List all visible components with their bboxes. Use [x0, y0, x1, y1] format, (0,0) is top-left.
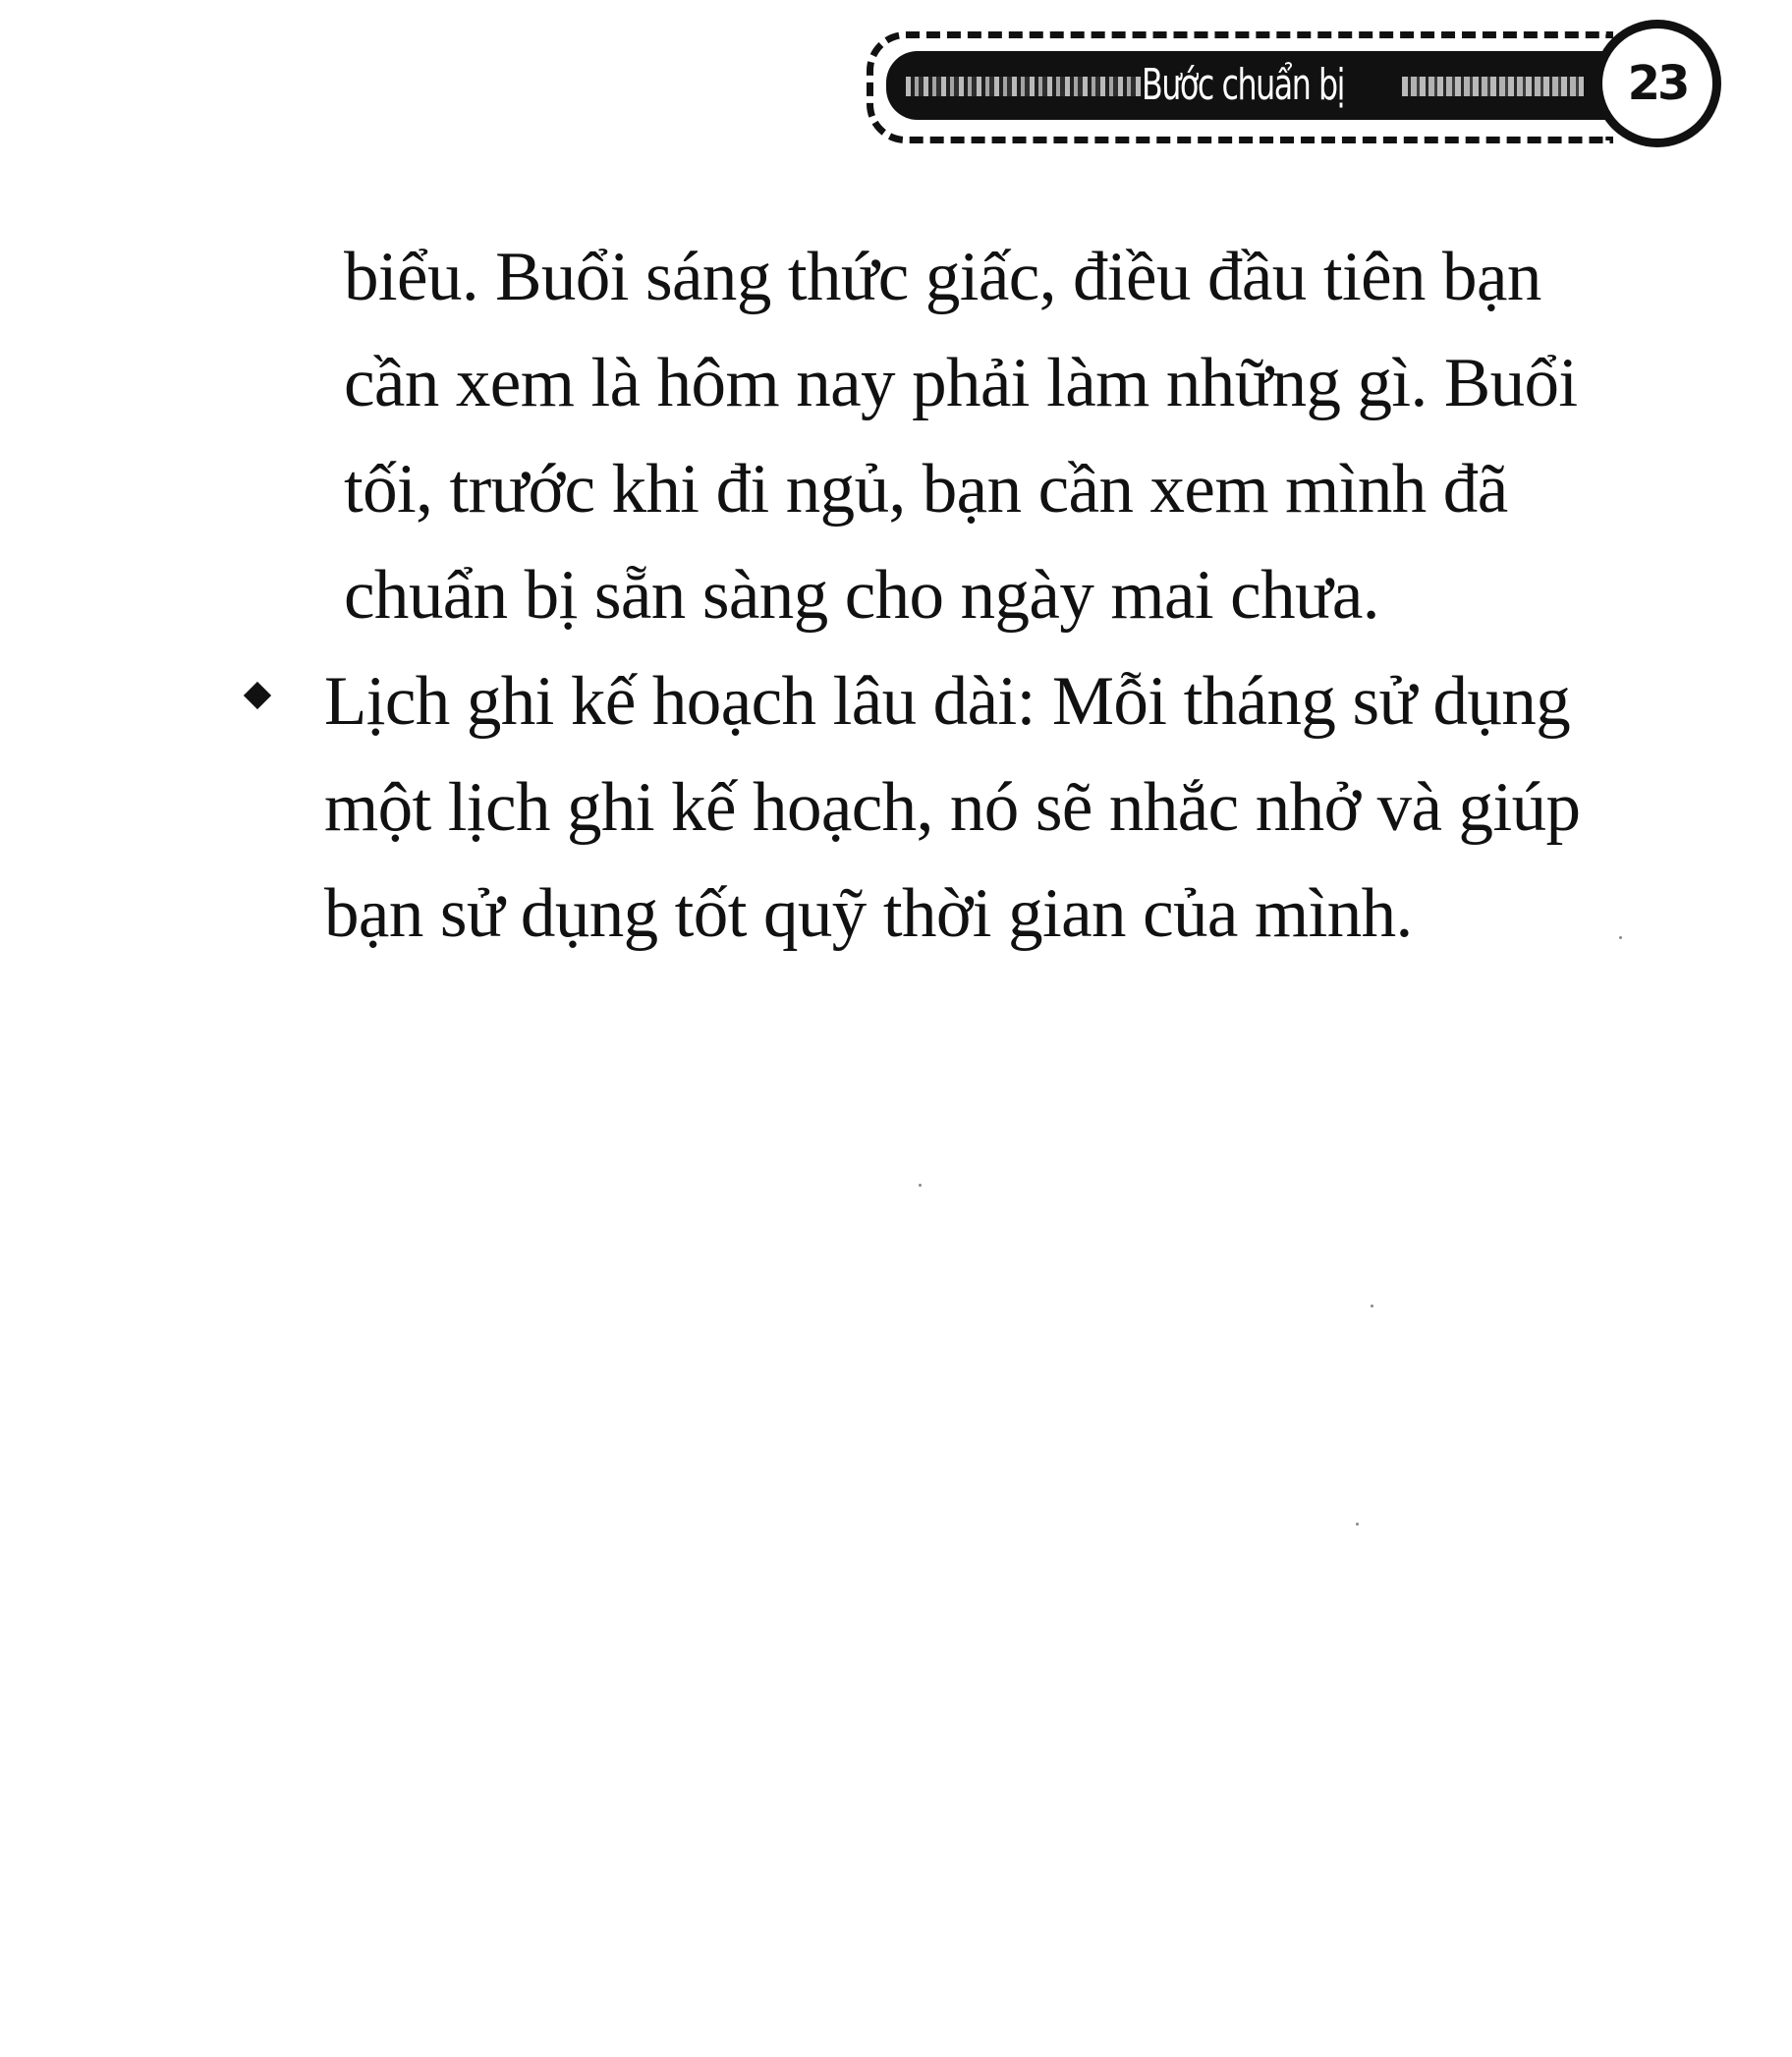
- text-line: cần xem là hôm nay phải làm những gì. Buổi: [344, 345, 1578, 421]
- page-number: 23: [1627, 56, 1688, 111]
- paragraph-continuation: [324, 224, 1621, 648]
- text-line: Lịch ghi kế hoạch lâu dài: Mỗi tháng sử dụng: [324, 663, 1571, 740]
- diamond-bullet-icon: [244, 682, 271, 709]
- scan-speck: [1371, 1305, 1373, 1307]
- header-decoration-left: [906, 77, 1142, 96]
- text-line: biểu. Buổi sáng thức giấc, điều đầu tiên bạn: [344, 239, 1541, 315]
- running-header: [867, 20, 1731, 157]
- header-decoration-right: [1402, 77, 1584, 96]
- text-line: một lịch ghi kế hoạch, nó sẽ nhắc nhở và giúp: [324, 769, 1581, 846]
- scan-speck: [1356, 1523, 1359, 1526]
- scan-speck: [919, 1184, 922, 1187]
- bullet-item: [324, 648, 1621, 967]
- text-line: bạn sử dụng tốt quỹ thời gian của mình.: [324, 875, 1413, 952]
- page-body: [324, 224, 1621, 967]
- text-line: tối, trước khi đi ngủ, bạn cần xem mình đã: [344, 451, 1508, 528]
- scan-speck: [1619, 936, 1622, 939]
- section-title: Bước chuẩn bị: [1142, 60, 1345, 110]
- page-number-badge: [1594, 20, 1721, 147]
- text-line: chuẩn bị sẵn sàng cho ngày mai chưa.: [344, 557, 1379, 634]
